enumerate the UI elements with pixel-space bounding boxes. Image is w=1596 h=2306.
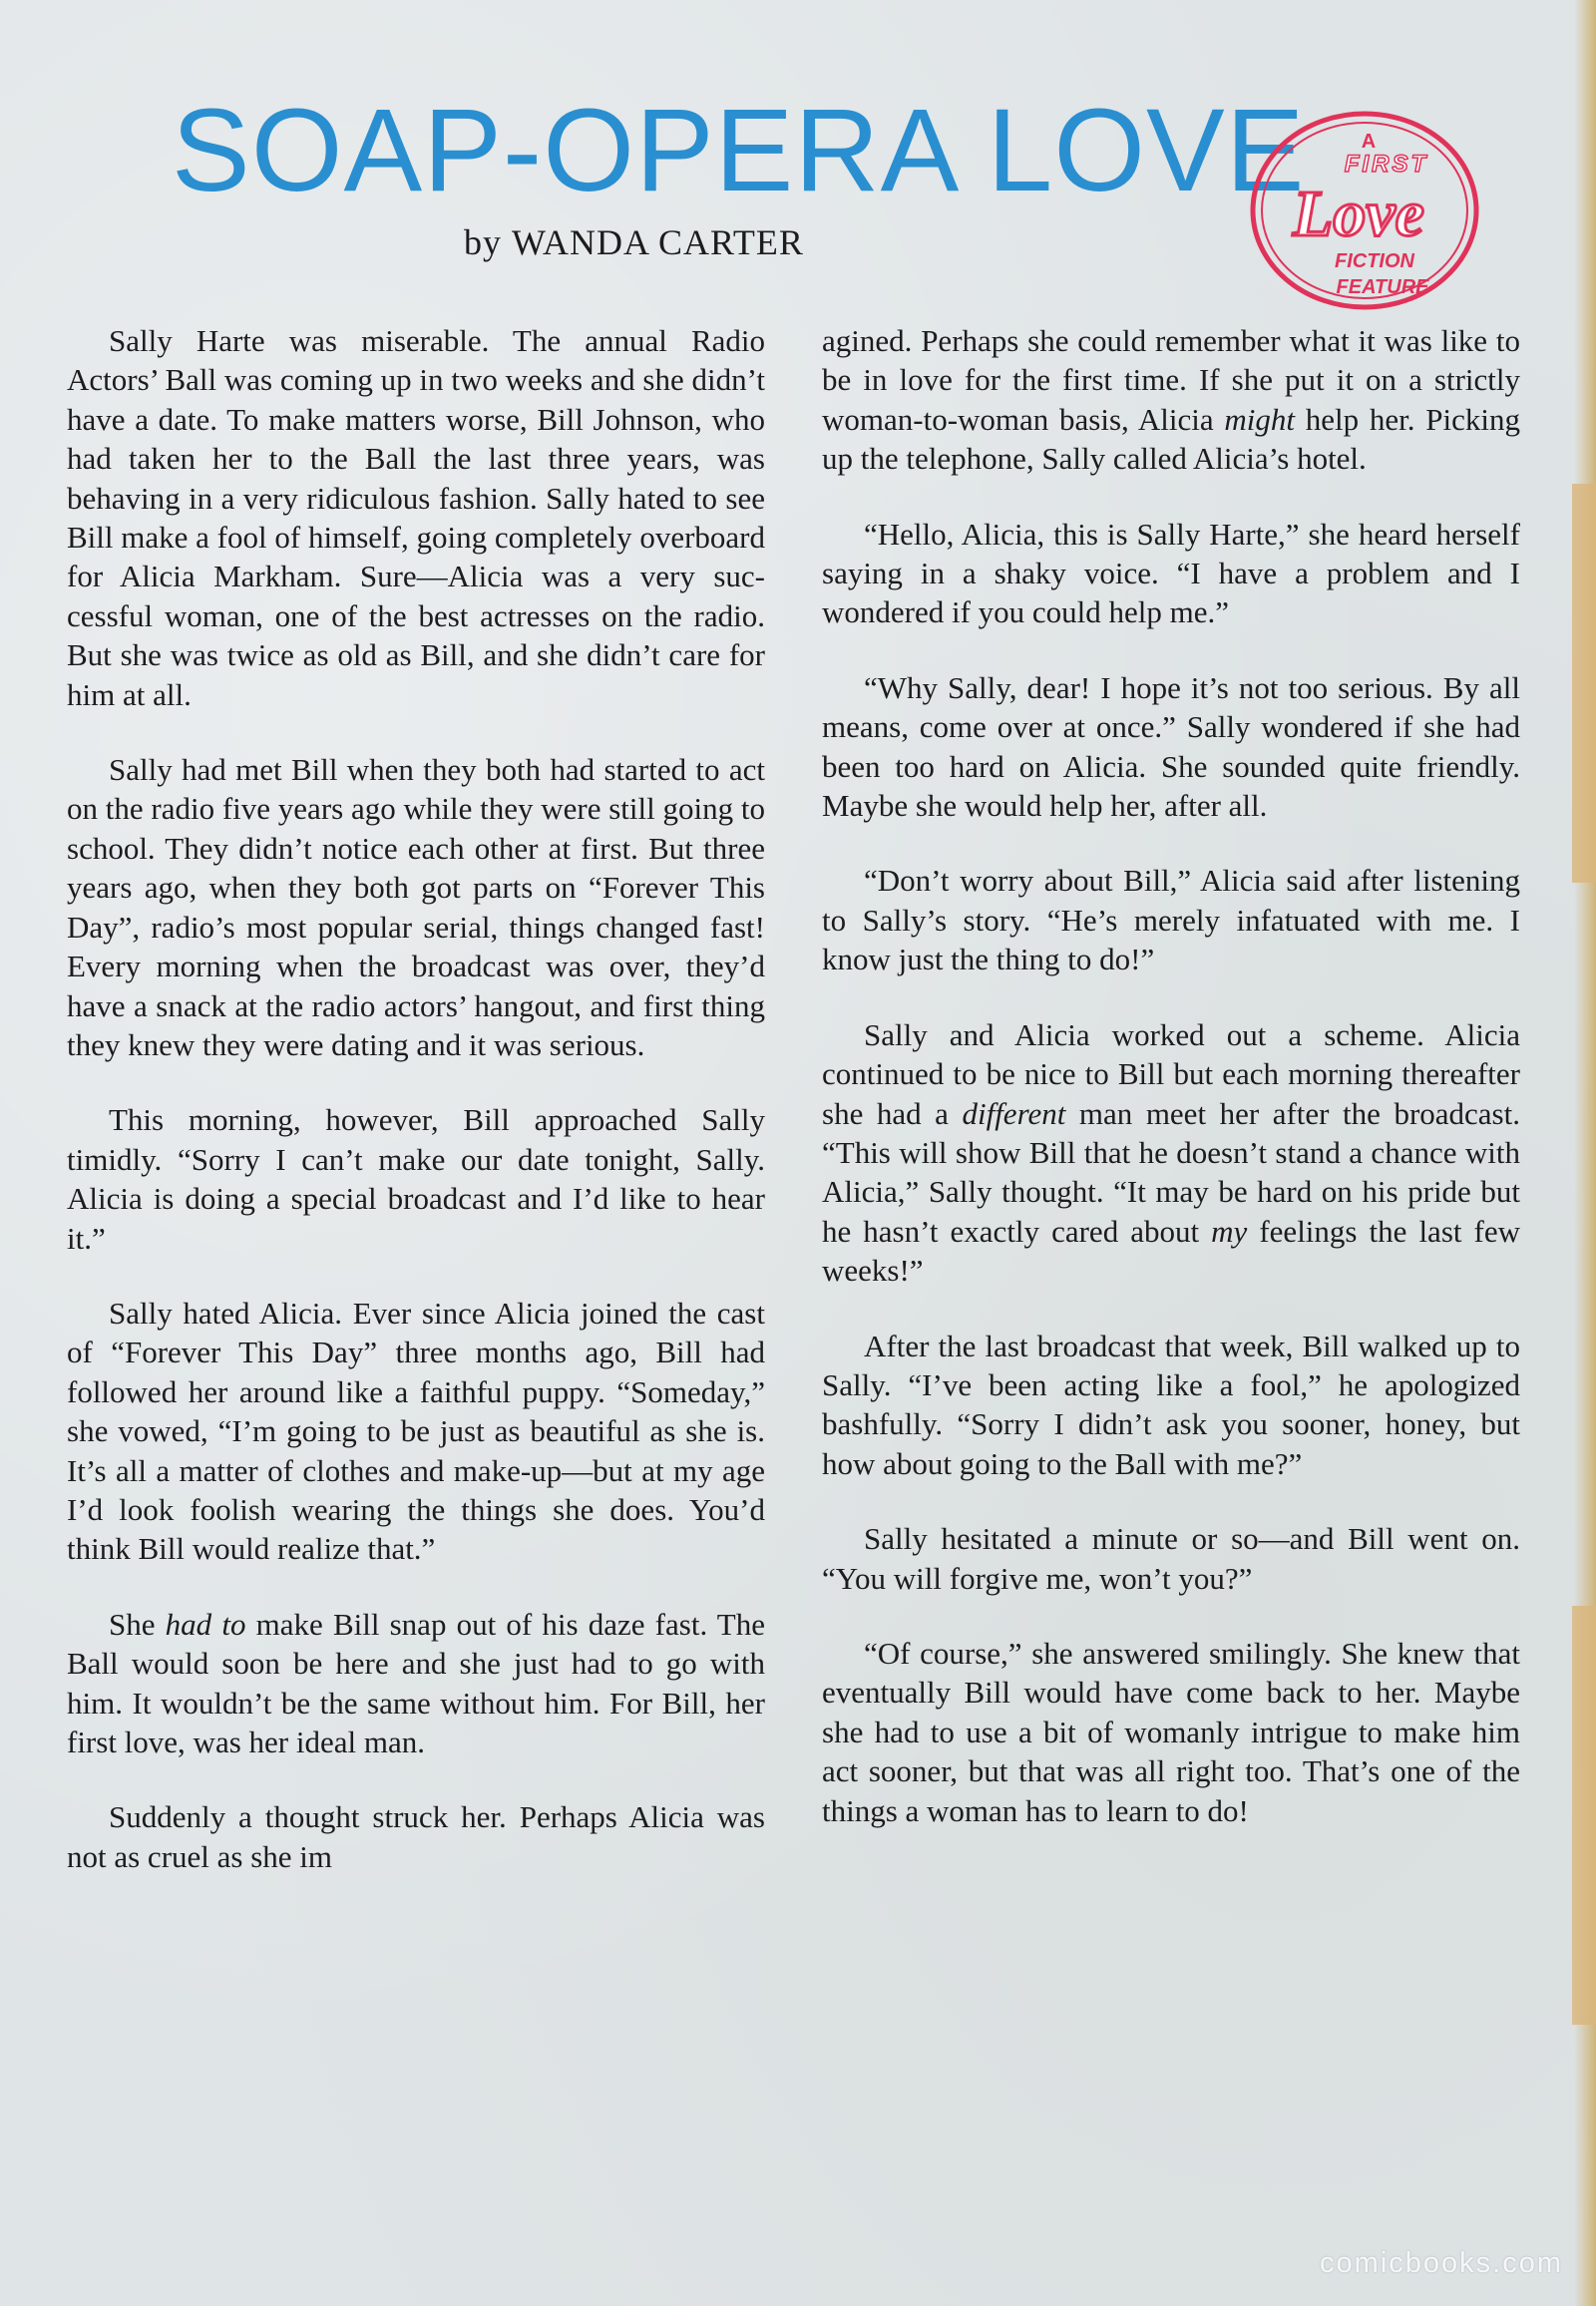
text-run: Sally and Alicia worked out a scheme. Alicia continued to be nice to Bill but each morning thereafter she had a [822, 1016, 1520, 1131]
emphasis-text: different [962, 1095, 1066, 1131]
story-title: SOAP-OPERA LOVE [172, 85, 1306, 216]
paragraph: “Why Sally, dear! I hope it’s not too serious. By all means, come over at once.” Sally wondered if she had been too hard on Alicia. She sounded quite friendly. Maybe she would help her, after all. [822, 669, 1520, 824]
text-run: feelings the last few weeks!” [822, 1213, 1521, 1289]
paragraph: Sally Harte was miserable. The annual Radio Actors’ Ball was coming up in two weeks and she didn’t have a date. To make matters worse, Bill Johnson, who had taken her to the Ball the last three years, was behaving in a very ridiculous fashion. Sally hated to see Bill make a fool of himself, going completely overboard for Alicia Markham. Sure—Alicia was a very successful woman, one of the best actresses on the radio. But she was twice as old as Bill, and she didn’t care for him at all. [67, 323, 765, 712]
emphasis-text: had to [165, 1606, 246, 1642]
author-name: WANDA CARTER [512, 222, 804, 262]
paragraph [822, 321, 1520, 479]
stamp-line-feature: FEATURE [1336, 276, 1429, 298]
text-run: help her. Picking up the telephone, Sally called Alicia’s hotel. [822, 401, 1520, 477]
left-column [67, 321, 765, 1876]
paragraph: Suddenly a thought struck her. Perhaps Alicia was not as cruel as she im [67, 1799, 765, 1874]
emphasis-text: might [1224, 401, 1295, 437]
tape-strip [1572, 484, 1596, 883]
paragraph [67, 1605, 765, 1762]
site-watermark: comicbooks.com [1320, 2247, 1563, 2279]
paragraph: Sally had met Bill when they both had started to act on the radio five years ago while they were still going to school. They didn’t notice each other at first. But three years ago, when they both got parts on “Forever This Day”, radio’s most popular serial, things changed fast! Every morning when the broadcast was over, they’d have a snack at the radio actors’ hangout, and first thing they knew they were dating and it was serious. [67, 752, 765, 1062]
paragraph: Sally hated Alicia. Ever since Alicia joined the cast of “Forever This Day” three months ago, Bill had followed her around like a faithful puppy. “Someday,” she vowed, “I’m going to be just as beautiful as she is. It’s all a matter of clothes and make-up—but at my age I’d look foolish wearing the things she does. You’d think Bill would realize that.” [67, 1295, 765, 1567]
stamp-line-first: FIRST [1344, 151, 1429, 178]
byline [464, 221, 804, 263]
paragraph: This morning, however, Bill approached Sally timidly. “Sorry I can’t make our date tonight, Sally. Alicia is doing a special broadcast and I’d like to hear it.” [67, 1102, 765, 1256]
stamp-line-fiction: FICTION [1335, 250, 1414, 272]
paragraph: “Don’t worry about Bill,” Alicia said after listening to Sally’s story. “He’s merely infatuated with me. I know just the thing to do!” [822, 863, 1520, 977]
text-run: agined. Perhaps she could remember what it was like to be in love for the first time. If she put it on a strictly woman-to-woman basis, Alicia [822, 323, 1520, 437]
text-run: make Bill snap out of his daze fast. The Ball would soon be here and she just had to go with him. It wouldn’t be the same without him. For Bill, her first love, was her ideal man. [67, 1606, 765, 1759]
paragraph: “Of course,” she answered smilingly. She knew that eventually Bill would have come back to her. Maybe she had to use a bit of womanly intrigue to make him act sooner, but that was all right too. That’s one of the things a woman has to learn to do! [822, 1635, 1520, 1828]
text-run: man meet her after the broadcast. “This will show Bill that he doesn’t stand a chance with Alicia,” Sally thought. “It may be hard on his pride but he hasn’t exactly cared about [822, 1095, 1520, 1249]
stamp-line-love: Love [1293, 178, 1424, 250]
right-column [822, 321, 1520, 1830]
emphasis-text: my [1211, 1213, 1248, 1249]
stamp-line-a: A [1361, 131, 1377, 153]
text-run: She [109, 1606, 166, 1642]
paragraph: Sally hesitated a minute or so—and Bill went on. “You will forgive me, won’t you?” [822, 1521, 1520, 1596]
first-love-stamp [1247, 108, 1482, 313]
byline-prefix: by [464, 222, 502, 262]
paragraph: After the last broadcast that week, Bill walked up to Sally. “I’ve been acting like a fool,” he apologized bashfully. “Sorry I didn’t ask you sooner, honey, but how about going to the Ball with me?” [822, 1328, 1520, 1481]
paragraph [822, 1015, 1520, 1291]
tape-strip [1572, 1606, 1596, 2025]
paragraph: “Hello, Alicia, this is Sally Harte,” she heard herself saying in a shaky voice. “I have a problem and I wondered if you could help me.” [822, 516, 1520, 630]
